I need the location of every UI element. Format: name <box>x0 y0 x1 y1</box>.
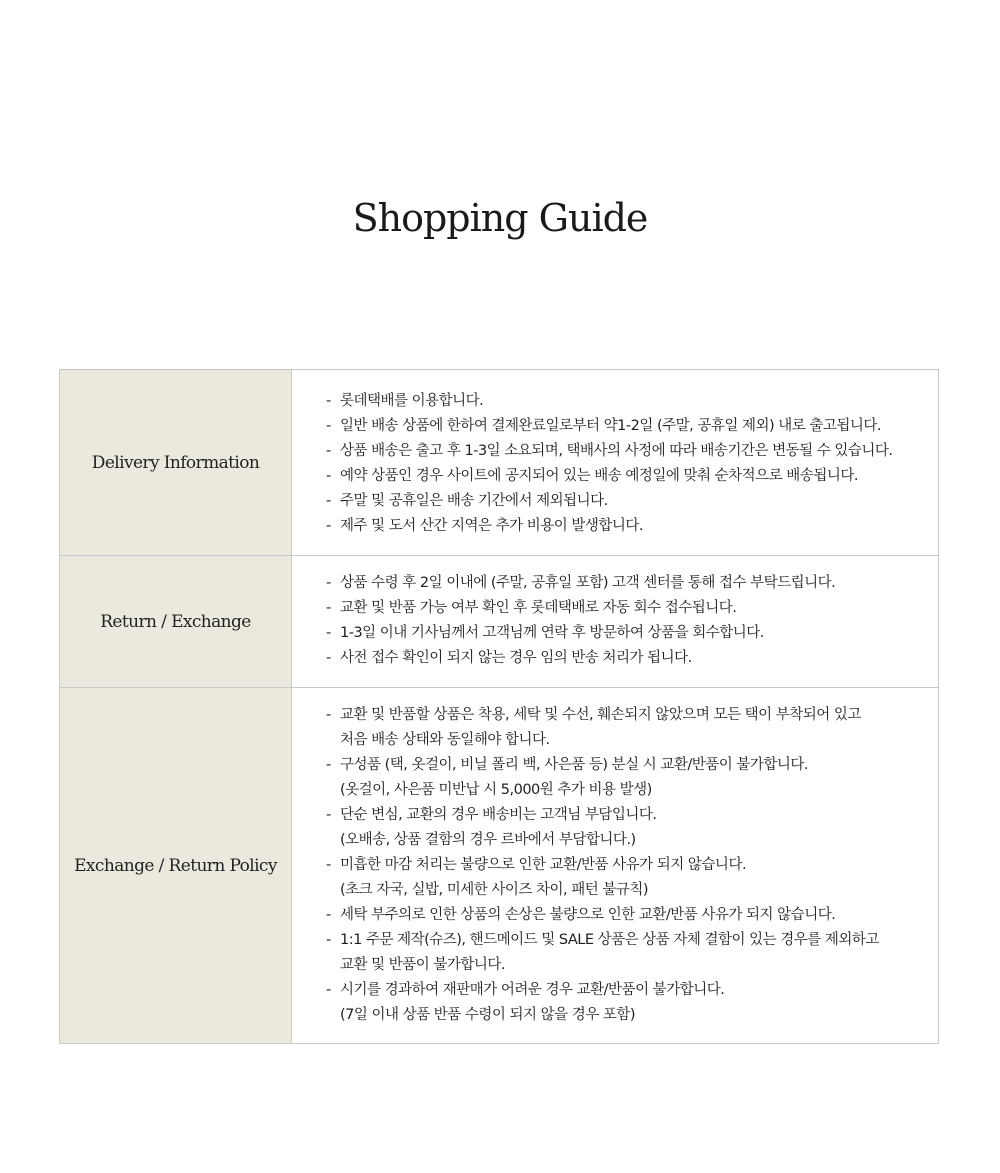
list-item-text: 세탁 부주의로 인한 상품의 손상은 불량으로 인한 교환/반품 사유가 되지 않습니다. <box>340 907 836 923</box>
list-item-note <box>326 878 928 903</box>
list-item-text: 상품 배송은 출고 후 1-3일 소요되며, 택배사의 사정에 따라 배송기간은 변동될 수 있습니다. <box>340 443 893 459</box>
list-item-text: (7일 이내 상품 반품 수령이 되지 않을 경우 포함) <box>340 1007 636 1023</box>
list-marker: - <box>326 443 331 459</box>
list-item <box>326 489 928 514</box>
list-item <box>326 571 928 596</box>
list-marker: - <box>326 857 331 873</box>
list-item <box>326 439 928 464</box>
list-marker: - <box>326 650 331 666</box>
return-exchange-heading: Return / Exchange <box>60 556 292 687</box>
list-marker: - <box>326 707 331 723</box>
return-exchange-list <box>292 556 938 687</box>
list-item <box>326 753 928 778</box>
exchange-return-policy-row <box>60 687 938 1043</box>
list-item-text: (옷걸이, 사은품 미반납 시 5,000원 추가 비용 발생) <box>340 782 652 798</box>
list-item-note <box>326 1003 928 1028</box>
list-item <box>326 903 928 928</box>
list-item <box>326 928 928 953</box>
list-item <box>326 596 928 621</box>
list-marker: - <box>326 493 331 509</box>
list-item <box>326 853 928 878</box>
list-item-text: 롯데택배를 이용합니다. <box>340 393 484 409</box>
list-item <box>326 621 928 646</box>
list-marker: - <box>326 518 331 534</box>
list-item-text: 미흡한 마감 처리는 불량으로 인한 교환/반품 사유가 되지 않습니다. <box>340 857 747 873</box>
exchange-return-policy-heading: Exchange / Return Policy <box>60 688 292 1043</box>
list-marker: - <box>326 600 331 616</box>
list-marker: - <box>326 982 331 998</box>
list-item <box>326 703 928 728</box>
list-item-text: 교환 및 반품할 상품은 착용, 세탁 및 수선, 훼손되지 않았으며 모든 택이 부착되어 있고 <box>340 707 861 723</box>
delivery-info-row <box>60 370 938 555</box>
list-item-text: 교환 및 반품이 불가합니다. <box>340 957 506 973</box>
list-item <box>326 514 928 539</box>
list-marker: - <box>326 418 331 434</box>
list-item <box>326 646 928 671</box>
list-item-continuation <box>326 728 928 753</box>
list-item-text: 시기를 경과하여 재판매가 어려운 경우 교환/반품이 불가합니다. <box>340 982 725 998</box>
exchange-return-policy-list <box>292 688 938 1043</box>
list-item-text: 교환 및 반품 가능 여부 확인 후 롯데택배로 자동 회수 접수됩니다. <box>340 600 737 616</box>
list-item-text: 처음 배송 상태와 동일해야 합니다. <box>340 732 550 748</box>
list-item <box>326 978 928 1003</box>
list-item <box>326 414 928 439</box>
list-item-text: 1:1 주문 제작(슈즈), 핸드메이드 및 SALE 상품은 상품 자체 결함이 있는 경우를 제외하고 <box>340 932 879 948</box>
list-item-text: 단순 변심, 교환의 경우 배송비는 고객님 부담입니다. <box>340 807 657 823</box>
list-item-text: 1-3일 이내 기사님께서 고객님께 연락 후 방문하여 상품을 회수합니다. <box>340 625 764 641</box>
delivery-info-list <box>292 370 938 555</box>
list-item-text: 구성품 (택, 옷걸이, 비닐 폴리 백, 사은품 등) 분실 시 교환/반품이 불가합니다. <box>340 757 809 773</box>
list-item-note <box>326 778 928 803</box>
list-marker: - <box>326 575 331 591</box>
list-marker: - <box>326 625 331 641</box>
page-title: Shopping Guide <box>352 196 648 240</box>
list-item-text: 예약 상품인 경우 사이트에 공지되어 있는 배송 예정일에 맞춰 순차적으로 배송됩니다. <box>340 468 858 484</box>
list-marker: - <box>326 807 331 823</box>
list-item <box>326 464 928 489</box>
list-item-text: (초크 자국, 실밥, 미세한 사이즈 차이, 패턴 불규칙) <box>340 882 649 898</box>
list-marker: - <box>326 757 331 773</box>
list-item-text: (오배송, 상품 결함의 경우 르바에서 부담합니다.) <box>340 832 636 848</box>
list-marker: - <box>326 907 331 923</box>
list-item-text: 제주 및 도서 산간 지역은 추가 비용이 발생합니다. <box>340 518 644 534</box>
list-marker: - <box>326 468 331 484</box>
delivery-info-heading: Delivery Information <box>60 370 292 555</box>
list-marker: - <box>326 932 331 948</box>
list-item-text: 주말 및 공휴일은 배송 기간에서 제외됩니다. <box>340 493 608 509</box>
list-item <box>326 389 928 414</box>
list-item-continuation <box>326 953 928 978</box>
shopping-guide-table <box>59 369 939 1044</box>
list-item-text: 사전 접수 확인이 되지 않는 경우 임의 반송 처리가 됩니다. <box>340 650 692 666</box>
list-item-text: 일반 배송 상품에 한하여 결제완료일로부터 약1-2일 (주말, 공휴일 제외) 내로 출고됩니다. <box>340 418 882 434</box>
list-marker: - <box>326 393 331 409</box>
return-exchange-row <box>60 555 938 687</box>
list-item <box>326 803 928 828</box>
list-item-note <box>326 828 928 853</box>
list-item-text: 상품 수령 후 2일 이내에 (주말, 공휴일 포함) 고객 센터를 통해 접수 부탁드립니다. <box>340 575 836 591</box>
